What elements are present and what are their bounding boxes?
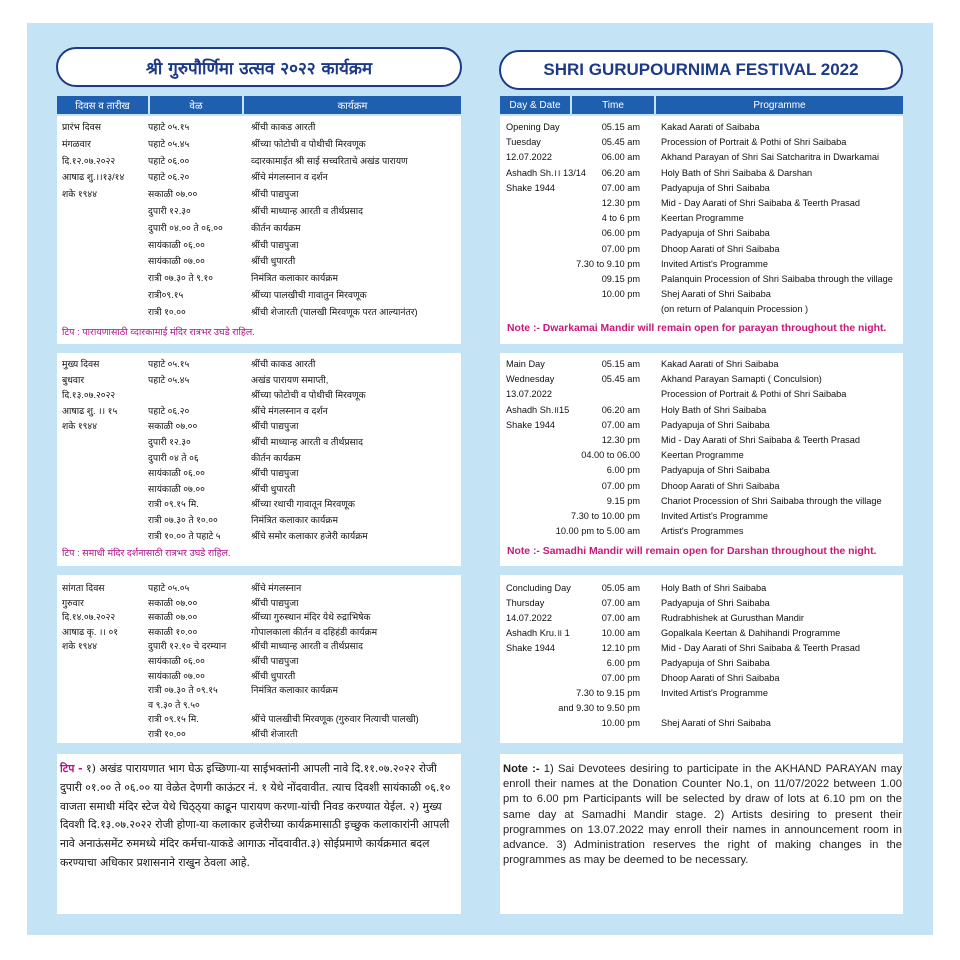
cell-time: 9.15 pm xyxy=(606,495,640,506)
cell-time: 05.05 am xyxy=(601,583,640,593)
cell-time: 05.45 am xyxy=(601,374,640,385)
table-row xyxy=(0,150,960,165)
cell-time: सकाळी ०७.०० xyxy=(148,597,198,608)
cell-time: and 9.30 to 9.50 pm xyxy=(558,703,640,713)
footer-label: Note :- xyxy=(503,763,540,775)
cell-day: Ashadh Kru.॥ 1 xyxy=(506,628,570,638)
cell-programme: Keertan Programme xyxy=(661,213,744,224)
header-programme: Programme xyxy=(656,96,903,114)
cell-programme: Kakad Aarati of Saibaba xyxy=(661,122,760,132)
table-row xyxy=(0,418,960,433)
cell-time: 12.30 pm xyxy=(601,435,640,445)
cell-time: 10.00 am xyxy=(601,628,640,638)
cell-programme: Rudrabhishek at Gurusthan Mandir xyxy=(661,613,804,623)
cell-programme: Akhand Parayan Samapti ( Conculsion) xyxy=(661,374,822,385)
cell-time: 07.00 am xyxy=(601,182,640,193)
cell-programme: व्दारकामाईत श्री साई सच्चरिताचे अखंड पारायण xyxy=(251,155,408,166)
cell-day: शके १९४४ xyxy=(62,421,97,432)
table-row xyxy=(0,211,960,226)
cell-time: पहाटे ०५.१५ xyxy=(148,122,190,132)
cell-programme: श्रींची पाद्यपुजा xyxy=(251,239,299,250)
table-row xyxy=(0,448,960,463)
cell-day: Thursday xyxy=(506,598,545,608)
cell-time: रात्री०९.१५ xyxy=(148,290,184,300)
cell-time: पहाटे ०५.४५ xyxy=(148,374,190,385)
cell-programme: श्रींच्या फोटोची व पोथीची मिरवणूक xyxy=(251,138,366,149)
cell-programme: Holy Bath of Shri Saibaba & Darshan xyxy=(661,167,813,178)
cell-programme: Keertan Programme xyxy=(661,450,744,461)
cell-programme: Chariot Procession of Shri Saibaba through the village xyxy=(661,495,882,506)
cell-time: सायंकाळी ०७.०० xyxy=(148,483,205,494)
english-table-header xyxy=(500,96,903,114)
cell-programme: Dhoop Aarati of Shri Saibaba xyxy=(661,673,780,683)
cell-time: 10.00 pm xyxy=(601,289,640,300)
header-time: Time xyxy=(572,96,656,114)
cell-time: 07.00 pm xyxy=(601,480,640,491)
cell-time: सायंकाळी ०६.०० xyxy=(148,468,205,479)
cell-programme: Mid - Day Aarati of Shri Saibaba & Teerth Prasad xyxy=(661,643,860,653)
cell-programme: Procession of Portrait & Pothi of Shri Saibaba xyxy=(661,137,847,148)
english-footer-note xyxy=(503,762,902,868)
cell-programme: Holy Bath of Shri Saibaba xyxy=(661,583,767,593)
cell-programme: श्रींची काकड आरती xyxy=(251,359,316,369)
footer-text: 1) Sai Devotees desiring to participate in the AKHAND PARAYAN may enroll their names at the Donation Counter No.1, on 11/07/2022 between 1.00 pm to 6.00 pm Participants will be selected by draw of lots at 6.10 pm on the same day at Samadhi Mandir stage. 2) Artists desiring to present their programmes on 13.07.2022 may enroll their names in announcement room in advance. 3) Administration reserves the right of making changes in the programmes as may be deemed to be necessary. xyxy=(503,763,902,867)
cell-programme: श्रींचे मंगलस्नान व दर्शन xyxy=(251,172,328,183)
cell-day: आषाढ शु.।।१३/१४ xyxy=(62,172,125,183)
table-row xyxy=(0,372,960,387)
cell-programme: श्रींची माध्यान्ह आरती व तीर्थप्रसाद xyxy=(251,206,364,216)
footer-text: १) अखंड पारायणात भाग घेऊ इच्छिणा-या साईभक्तांनी आपली नावे दि.११.०७.२०२२ रोजी दुपारी ०१.०० ते ०६.०० या वेळेत देणगी काऊंटर नं. १ येथे नोंदवावीत. त्याच दिवशी सायंकाळी ०६.१० वाजता समाधी मंदिर स्टेज येथे चिठ्ठ्या काढून पारायण करणा-यांची निवड करण्यात येईल. २) मुख्य दिवशी दि.१३.०७.२०२२ रोजी होणा-या कलाकार हजेरीच्या कार्यक्रमासाठी इच्छुक कलाकारांनी आपली नावे अनाऊंसमेंट रुममध्ये मंदिर कर्मचा-याकडे आगाऊ नोंदवावीत.३) सोईप्रमाणे कार्यक्रमात बदल करण्याचा अधिकार प्रशासनाने राखुन ठेवला आहे. xyxy=(60,762,451,869)
cell-programme: Shej Aarati of Shri Saibaba xyxy=(661,718,771,728)
cell-programme: गोपालकाला कीर्तन व दहिहंडी कार्यक्रम xyxy=(251,626,378,637)
cell-programme: श्रींचे समोर कलाकार हजेरी कार्यक्रम xyxy=(251,530,368,541)
header-day-date: दिवस व तारीख xyxy=(57,96,150,114)
cell-programme: निमंत्रित कलाकार कार्यक्रम xyxy=(251,515,338,525)
cell-time: सायंकाळी ०६.०० xyxy=(148,239,205,250)
cell-programme: श्रींचे मंगलस्नान व दर्शन xyxy=(251,405,328,416)
cell-time: व ९.३० ते ९.५० xyxy=(148,699,200,710)
cell-time: 05.45 am xyxy=(601,137,640,148)
cell-time: 4 to 6 pm xyxy=(601,213,640,224)
cell-time: 6.00 pm xyxy=(606,465,640,476)
cell-programme: Gopalkala Keertan & Dahihandi Programme xyxy=(661,628,841,638)
cell-programme: Padyapuja of Shri Saibaba xyxy=(661,182,770,193)
english-title: SHRI GURUPOURNIMA FESTIVAL 2022 xyxy=(499,50,903,90)
cell-programme: श्रींची पाद्यपुजा xyxy=(251,189,299,200)
table-row xyxy=(0,272,960,287)
cell-time: पहाटे ०६.२० xyxy=(148,405,190,416)
cell-time: रात्री १०.०० ते पहाटे ५ xyxy=(148,530,221,541)
cell-time: 07.00 pm xyxy=(601,243,640,254)
footer-label: टिप - xyxy=(60,762,83,775)
table-row xyxy=(0,302,960,317)
marathi-title: श्री गुरुपौर्णिमा उत्सव २०२२ कार्यक्रम xyxy=(56,47,462,87)
cell-programme: Invited Artist's Programme xyxy=(661,511,768,521)
cell-time: रात्री ०७.३० ते ९.१० xyxy=(148,273,214,284)
table-row xyxy=(0,494,960,509)
cell-programme: Mid - Day Aarati of Shri Saibaba & Teerth Prasad xyxy=(661,198,860,208)
cell-time: दुपारी ०४.०० ते ०६.०० xyxy=(148,222,223,233)
cell-day: Shake 1944 xyxy=(506,643,556,653)
cell-programme: श्रींची धुपारती xyxy=(251,483,296,494)
cell-time: पहाटे ०६.२० xyxy=(148,172,190,183)
cell-time: 06.00 am xyxy=(601,152,640,163)
cell-day: दि.१३.०७.२०२२ xyxy=(62,390,116,401)
cell-time: सकाळी ०७.०० xyxy=(148,612,198,623)
cell-time: 05.15 am xyxy=(601,359,640,369)
table-row xyxy=(0,509,960,524)
cell-programme: कीर्तन कार्यक्रम xyxy=(251,452,301,463)
cell-day: शके १९४४ xyxy=(62,189,97,200)
cell-day: गुरुवार xyxy=(62,597,84,608)
cell-programme: श्रींची पाद्यपुजा xyxy=(251,468,299,479)
marathi-footer-note xyxy=(60,760,454,873)
cell-time: दुपारी १२.१० चे दरम्यान xyxy=(148,641,227,652)
cell-programme: Procession of Portrait & Pothi of Shri Saibaba xyxy=(661,389,847,400)
cell-day: दि.१४.०७.२०२२ xyxy=(62,612,116,623)
cell-programme: Dhoop Aarati of Shri Saibaba xyxy=(661,243,780,254)
cell-programme: Holy Bath of Shri Saibaba xyxy=(661,404,767,415)
cell-time: सायंकाळी ०७.०० xyxy=(148,670,205,681)
header-day-date: Day & Date xyxy=(500,96,572,114)
cell-time: दुपारी १२.३० xyxy=(148,206,191,216)
cell-time: सायंकाळी ०७.०० xyxy=(148,256,205,267)
cell-time: दुपारी ०४ ते ०६ xyxy=(148,452,199,463)
cell-day: आषाढ शु. ।। १५ xyxy=(62,405,118,416)
table-row xyxy=(0,463,960,478)
cell-time: 07.00 am xyxy=(601,613,640,623)
table-row xyxy=(0,611,960,626)
cell-time: 7.30 to 10.00 pm xyxy=(571,511,640,521)
cell-time: रात्री ०७.३० ते ०९.१५ xyxy=(148,685,218,696)
cell-programme: श्रींची पाद्यपुजा xyxy=(251,421,299,432)
table-row xyxy=(0,242,960,257)
cell-day: मुख्य दिवस xyxy=(62,359,100,369)
cell-programme: श्रींच्या पालखीची गावातुन मिरवणूक xyxy=(251,290,367,300)
table-row xyxy=(0,433,960,448)
cell-time: 10.00 pm to 5.00 am xyxy=(555,526,640,537)
cell-time: 7.30 to 9.10 pm xyxy=(576,258,640,269)
cell-day: 12.07.2022 xyxy=(506,152,552,163)
cell-programme: श्रींचे पालखीची मिरवणूक (गुरुवार नित्याची पालखी) xyxy=(251,714,419,725)
cell-day: 13.07.2022 xyxy=(506,389,552,400)
cell-programme: Shej Aarati of Shri Saibaba xyxy=(661,289,771,300)
cell-programme: Invited Artist's Programme xyxy=(661,688,768,698)
cell-day: प्रारंभ दिवस xyxy=(62,122,101,132)
table-row xyxy=(0,671,960,686)
english-day1-note: Note :- Dwarkamai Mandir will remain open for parayan throughout the night. xyxy=(507,323,887,334)
cell-day: आषाढ कृ. ।। ०१ xyxy=(62,626,119,637)
cell-time: दुपारी १२.३० xyxy=(148,437,191,447)
cell-time: रात्री ०७.३० ते १०.०० xyxy=(148,515,218,525)
cell-day: दि.१२.०७.२०२२ xyxy=(62,155,116,166)
cell-programme: श्रींची धुपारती xyxy=(251,670,296,681)
table-row xyxy=(0,626,960,641)
cell-programme: श्रींच्या रथाची गावातून मिरवणूक xyxy=(251,499,355,510)
cell-programme: श्रींची शेजारती (पालखी मिरवणूक परत आल्यानंतर) xyxy=(251,306,418,317)
table-row xyxy=(0,120,960,135)
cell-programme: Dhoop Aarati of Shri Saibaba xyxy=(661,480,780,491)
table-row xyxy=(0,716,960,731)
table-row xyxy=(0,387,960,402)
cell-day: Concluding Day xyxy=(506,583,571,593)
cell-time: रात्री १०.०० xyxy=(148,729,186,739)
cell-programme: Mid - Day Aarati of Shri Saibaba & Teerth Prasad xyxy=(661,435,860,445)
cell-programme: श्रींची माध्यान्ह आरती व तीर्थप्रसाद xyxy=(251,641,364,652)
cell-day: Tuesday xyxy=(506,137,541,148)
cell-time: 06.20 am xyxy=(601,404,640,415)
cell-programme: Padyapuja of Shri Saibaba xyxy=(661,658,770,668)
cell-day: 14.07.2022 xyxy=(506,613,552,623)
table-row xyxy=(0,701,960,716)
cell-programme: (on return of Palanquin Procession ) xyxy=(661,304,809,315)
table-row xyxy=(0,641,960,656)
cell-programme: श्रींची धुपारती xyxy=(251,256,296,267)
cell-day: Shake 1944 xyxy=(506,182,556,193)
cell-time: पहाटे ०६.०० xyxy=(148,155,190,166)
table-row xyxy=(0,196,960,211)
cell-time: रात्री १०.०० xyxy=(148,306,186,317)
cell-programme: Padyapuja of Shri Saibaba xyxy=(661,228,770,239)
cell-day: Opening Day xyxy=(506,122,560,132)
cell-day: बुधवार xyxy=(62,374,85,385)
cell-programme: कीर्तन कार्यक्रम xyxy=(251,222,301,233)
table-row xyxy=(0,581,960,596)
marathi-day2-note: टिप : समाधी मंदिर दर्शनासाठी रात्रभर उघडे राहिल. xyxy=(62,547,231,558)
cell-programme: श्रींच्या गुरुस्थान मंदिर येथे रुद्राभिषेक xyxy=(251,612,371,623)
cell-programme: Padyapuja of Shri Saibaba xyxy=(661,598,770,608)
cell-day: शके १९४४ xyxy=(62,641,97,652)
cell-time: सकाळी ०७.०० xyxy=(148,189,198,200)
table-row xyxy=(0,166,960,181)
table-row xyxy=(0,656,960,671)
cell-programme: निमंत्रित कलाकार कार्यक्रम xyxy=(251,273,338,284)
cell-programme: श्रींची काकड आरती xyxy=(251,122,316,132)
cell-programme: श्रींची पाद्यपुजा xyxy=(251,656,299,666)
table-row xyxy=(0,287,960,302)
cell-programme: निमंत्रित कलाकार कार्यक्रम xyxy=(251,685,338,696)
table-row xyxy=(0,181,960,196)
table-row xyxy=(0,524,960,539)
cell-day: Ashadh Sh.।। 13/14 xyxy=(506,167,587,178)
cell-time: 10.00 pm xyxy=(601,718,640,728)
cell-time: 07.00 am xyxy=(601,598,640,608)
cell-time: 05.15 am xyxy=(601,122,640,132)
table-row xyxy=(0,403,960,418)
cell-programme: श्रींचे मंगलस्नान xyxy=(251,583,302,593)
cell-programme: श्रींची पाद्यपुजा xyxy=(251,597,299,608)
cell-day: Wednesday xyxy=(506,374,555,385)
marathi-day1-note: टिप : पारायणासाठी व्दारकामाई मंदिर रात्रभर उघडे राहिल. xyxy=(62,326,255,337)
cell-time: 09.15 pm xyxy=(601,274,640,284)
cell-day: Ashadh Sh.॥15 xyxy=(506,404,570,415)
cell-time: 06.20 am xyxy=(601,167,640,178)
header-time: वेळ xyxy=(150,96,244,114)
cell-time: पहाटे ०५.१५ xyxy=(148,359,190,369)
cell-time: सायंकाळी ०६.०० xyxy=(148,656,205,666)
cell-programme: Artist's Programmes xyxy=(661,526,744,537)
table-row xyxy=(0,257,960,272)
cell-programme: अखंड पारायण समाप्ती, xyxy=(251,374,329,385)
table-row xyxy=(0,596,960,611)
cell-programme: Kakad Aarati of Shri Saibaba xyxy=(661,359,779,369)
cell-day: Shake 1944 xyxy=(506,419,556,430)
cell-time: सकाळी १०.०० xyxy=(148,626,198,637)
header-programme: कार्यक्रम xyxy=(244,96,461,114)
cell-time: पहाटे ०५.४५ xyxy=(148,138,190,149)
english-day2-note: Note :- Samadhi Mandir will remain open for Darshan throughout the night. xyxy=(507,546,877,557)
cell-programme: Akhand Parayan of Shri Sai Satcharitra in Dwarkamai xyxy=(661,152,880,163)
cell-time: सकाळी ०७.०० xyxy=(148,421,198,432)
cell-time: 06.00 pm xyxy=(601,228,640,239)
cell-time: 07.00 am xyxy=(601,419,640,430)
table-row xyxy=(0,226,960,241)
cell-time: 12.30 pm xyxy=(601,198,640,208)
cell-programme: Palanquin Procession of Shri Saibaba through the village xyxy=(661,274,893,284)
marathi-table-header xyxy=(57,96,461,114)
cell-time: पहाटे ०५.०५ xyxy=(148,583,190,593)
cell-time: 07.00 pm xyxy=(601,673,640,683)
table-row xyxy=(0,686,960,701)
cell-day: मंगळवार xyxy=(62,138,91,149)
cell-day: Main Day xyxy=(506,359,545,369)
table-row xyxy=(0,357,960,372)
cell-programme: श्रींची शेजारती xyxy=(251,729,298,739)
cell-programme: श्रींची माध्यान्ह आरती व तीर्थप्रसाद xyxy=(251,437,364,447)
cell-time: रात्री ०९.१५ मि. xyxy=(148,499,199,510)
cell-time: 04.00 to 06.00 xyxy=(581,450,640,461)
cell-programme: Padyapuja of Shri Saibaba xyxy=(661,465,770,476)
cell-programme: श्रींच्या फोटोची व पोथीची मिरवणूक xyxy=(251,390,366,401)
cell-programme: Invited Artist's Programme xyxy=(661,258,768,269)
cell-time: 12.10 pm xyxy=(601,643,640,653)
table-row xyxy=(0,479,960,494)
table-row xyxy=(0,135,960,150)
cell-time: रात्री ०९.१५ मि. xyxy=(148,714,199,725)
cell-programme: Padyapuja of Shri Saibaba xyxy=(661,419,770,430)
cell-time: 6.00 pm xyxy=(606,658,640,668)
cell-time: 7.30 to 9.15 pm xyxy=(576,688,640,698)
cell-day: सांगता दिवस xyxy=(62,583,105,593)
